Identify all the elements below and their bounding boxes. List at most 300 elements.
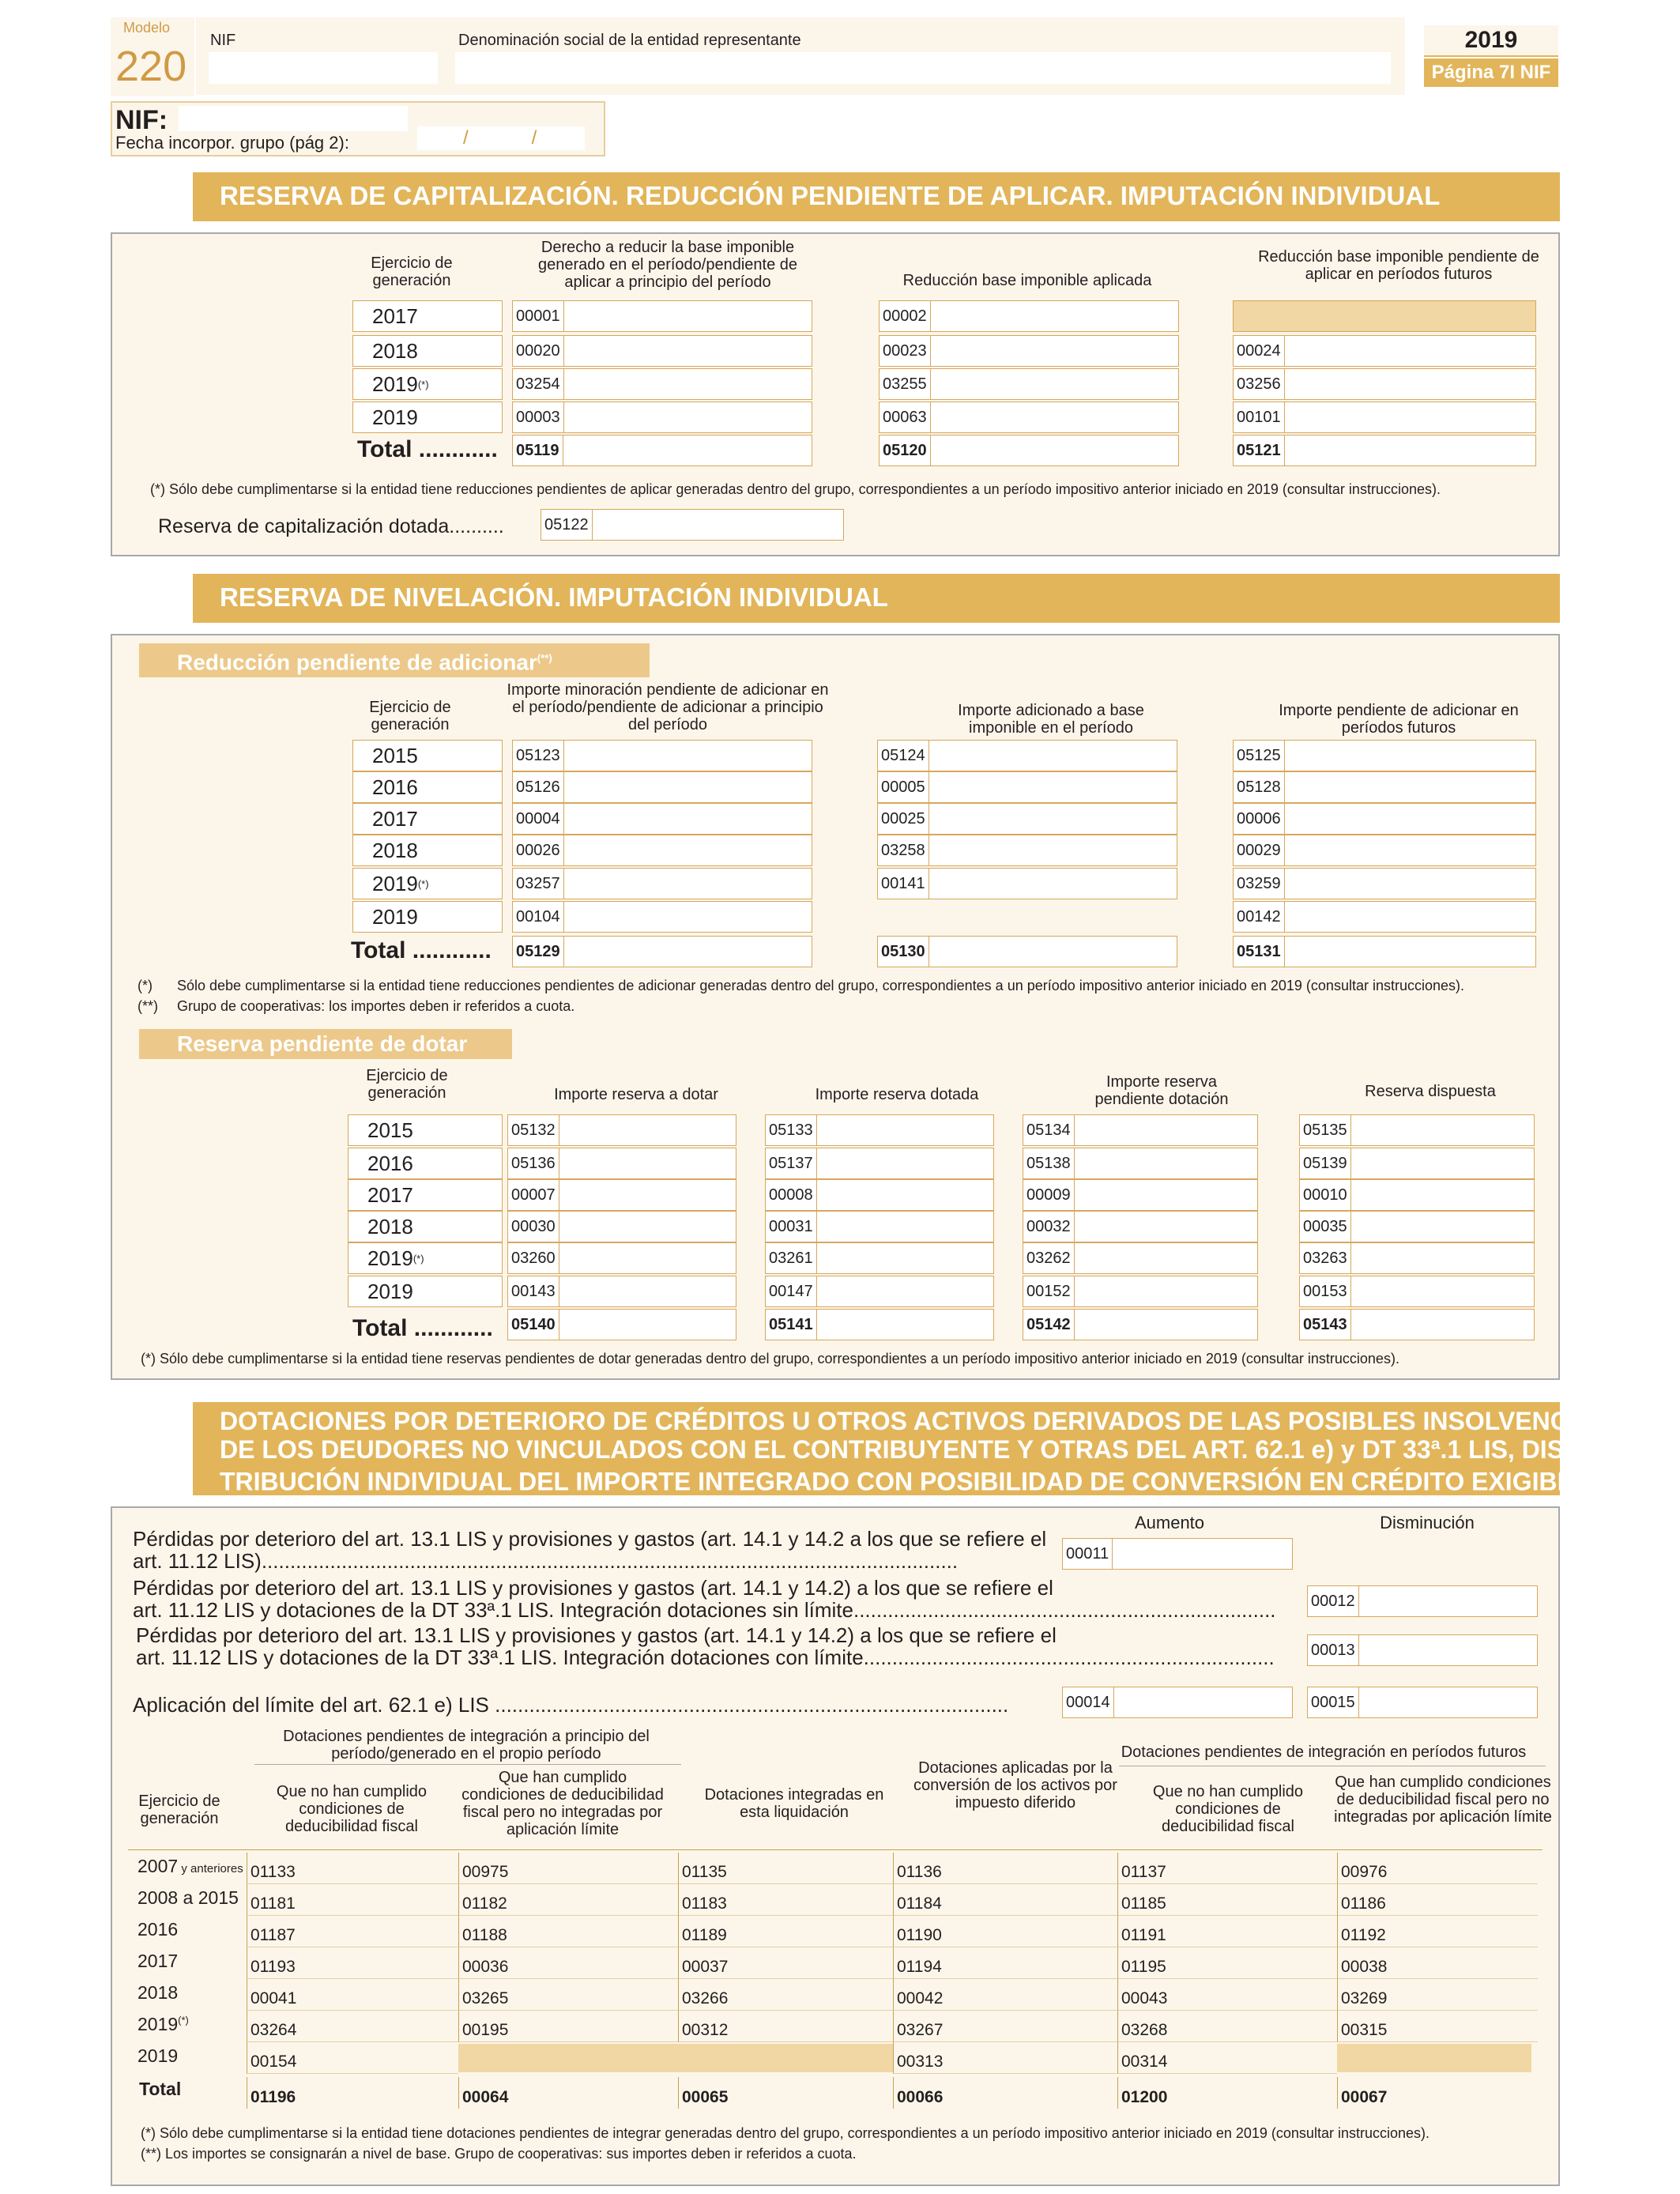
- field-code: 00147: [766, 1276, 817, 1306]
- input-field[interactable]: [1299, 1242, 1535, 1274]
- denominacion-input[interactable]: [455, 52, 1391, 84]
- field-code: 00011: [1063, 1539, 1113, 1569]
- s3-col2-label: Que han cumplido condiciones de deducibilidad fiscal pero no integradas por aplicación límite: [461, 1769, 664, 1838]
- grid-total-cell[interactable]: 00067: [1337, 2077, 1538, 2109]
- grid-cell[interactable]: 01135: [678, 1853, 893, 1884]
- input-field[interactable]: [507, 1148, 736, 1179]
- s3-grid-top-rule: [128, 1849, 1543, 1850]
- input-field[interactable]: [1233, 435, 1536, 466]
- field-code: 05135: [1300, 1115, 1351, 1145]
- year-cell: [352, 803, 503, 835]
- grid-cell[interactable]: 01191: [1117, 1916, 1337, 1947]
- year-cell: [348, 1148, 503, 1179]
- grid-cell[interactable]: 01181: [247, 1884, 458, 1916]
- grid-cell[interactable]: 00154: [247, 2042, 458, 2074]
- input-field[interactable]: [507, 1211, 736, 1242]
- year-star: (*): [417, 877, 429, 890]
- grid-cell[interactable]: 03266: [678, 1979, 893, 2011]
- field-code: 00008: [766, 1180, 817, 1210]
- s3-col3-label: Dotaciones integradas en esta liquidación: [704, 1786, 884, 1821]
- field-code: 05129: [513, 937, 564, 967]
- s2-sub1-title: Reducción pendiente de adicionar: [177, 650, 537, 675]
- grid-cell[interactable]: 01133: [247, 1853, 458, 1884]
- grid-cell[interactable]: 01185: [1117, 1884, 1337, 1916]
- grid-cell[interactable]: 01192: [1337, 1916, 1538, 1947]
- s2d-col3-label: Importe reserva pendiente dotación: [1094, 1073, 1229, 1108]
- field-code: 05138: [1023, 1148, 1075, 1178]
- year-label: 2017: [372, 303, 418, 328]
- year-cell: [352, 368, 503, 400]
- input-field[interactable]: [1299, 1179, 1535, 1211]
- input-field[interactable]: [507, 1179, 736, 1211]
- field-code: 00007: [508, 1180, 559, 1210]
- grid-cell[interactable]: 01136: [893, 1853, 1117, 1884]
- input-field[interactable]: [512, 803, 812, 835]
- grid-cell[interactable]: 03264: [247, 2011, 458, 2042]
- field-code: 00030: [508, 1212, 559, 1242]
- input-field[interactable]: [1299, 1211, 1535, 1242]
- year-label: 2019: [367, 1279, 413, 1303]
- field-code: 05137: [766, 1148, 817, 1178]
- nif-header-label: NIF: [210, 32, 236, 49]
- input-field[interactable]: [1023, 1276, 1258, 1307]
- input-field[interactable]: [512, 435, 812, 466]
- year-label: 2019: [372, 871, 418, 895]
- input-field[interactable]: [1023, 1179, 1258, 1211]
- input-field[interactable]: [507, 1114, 736, 1146]
- grid-cell[interactable]: 01193: [247, 1947, 458, 1979]
- field-code: 05140: [508, 1310, 559, 1340]
- field-code: 00026: [513, 835, 564, 865]
- input-field[interactable]: [1233, 335, 1536, 367]
- grid-cell[interactable]: 00036: [458, 1947, 678, 1979]
- page-label: Página 7I NIF: [1431, 62, 1551, 83]
- s2d-total-label: Total ............: [352, 1315, 493, 1341]
- input-field[interactable]: [879, 300, 1179, 332]
- grid-total-cell[interactable]: 00064: [458, 2077, 678, 2109]
- year-label: 2019: [372, 405, 418, 429]
- field-code: 00063: [880, 402, 931, 432]
- s3-field-00014[interactable]: [1062, 1687, 1293, 1718]
- field-code: 00001: [513, 301, 564, 331]
- year-label: 2015: [367, 1118, 413, 1142]
- input-field[interactable]: [877, 771, 1177, 803]
- input-field[interactable]: [1299, 1309, 1535, 1340]
- row-label: [137, 1887, 239, 1909]
- row-label: [137, 2014, 189, 2035]
- s3-field-00015[interactable]: [1307, 1687, 1538, 1718]
- field-code: 00023: [880, 336, 931, 366]
- field-code: 05121: [1234, 435, 1285, 466]
- grid-fill-cols-2-3: [458, 2044, 893, 2072]
- s3-line3b: art. 11.12 LIS y dotaciones de la DT 33ª.1 LIS. Integración dotaciones con límite........................................................................: [136, 1646, 1275, 1669]
- grid-cell[interactable]: 00042: [893, 1979, 1117, 2011]
- nif-header-input[interactable]: [209, 52, 438, 84]
- field-code: 03254: [513, 369, 564, 399]
- field-code: 00009: [1023, 1180, 1075, 1210]
- grid-cell[interactable]: 03265: [458, 1979, 678, 2011]
- field-code: 05134: [1023, 1115, 1075, 1145]
- s3-line4: Aplicación del límite del art. 62.1 e) LIS ..........................................................................................: [133, 1693, 1009, 1717]
- input-field[interactable]: [1233, 368, 1536, 400]
- input-field[interactable]: [512, 901, 812, 933]
- s2d-col2-label: Importe reserva dotada: [815, 1086, 979, 1103]
- year-cell: [352, 901, 503, 933]
- input-field[interactable]: [512, 740, 812, 771]
- field-code: 03260: [508, 1243, 559, 1273]
- s3-field-00013[interactable]: [1307, 1634, 1538, 1666]
- field-code: 00101: [1234, 402, 1285, 432]
- input-field[interactable]: [1299, 1148, 1535, 1179]
- input-field[interactable]: [512, 868, 812, 899]
- row-label: [137, 1951, 178, 1972]
- field-code: 00035: [1300, 1212, 1351, 1242]
- input-field[interactable]: [1233, 835, 1536, 866]
- field-code: 00152: [1023, 1276, 1075, 1306]
- field-code: 05119: [513, 435, 563, 466]
- s1-total-label: Total ............: [357, 436, 498, 462]
- field-code: 05125: [1234, 741, 1285, 771]
- year-label: 2018: [372, 338, 418, 363]
- s2-note2-mark: (**): [137, 998, 158, 1014]
- s3-aumento-label: Aumento: [1134, 1513, 1205, 1532]
- s3-group2-label: Dotaciones pendientes de integración en períodos futuros: [1121, 1744, 1527, 1761]
- fecha-separators: / /: [463, 127, 537, 149]
- grid-cell[interactable]: 01186: [1337, 1884, 1538, 1916]
- input-field[interactable]: [512, 335, 812, 367]
- row-year: 2008 a 2015: [137, 1887, 239, 1908]
- field-code: 05130: [878, 937, 929, 967]
- input-field[interactable]: [765, 1276, 994, 1307]
- field-code: 05123: [513, 741, 564, 771]
- total-row-label: Total: [139, 2079, 182, 2099]
- input-field[interactable]: [879, 435, 1179, 466]
- input-field[interactable]: [1023, 1242, 1258, 1274]
- field-code: 00003: [513, 402, 564, 432]
- s2-col2-label: Importe adicionado a base imponible en el período: [958, 702, 1144, 737]
- year-cell: [348, 1114, 503, 1146]
- input-field[interactable]: [877, 835, 1177, 866]
- field-code: 00029: [1234, 835, 1285, 865]
- field-code: 00015: [1308, 1687, 1359, 1717]
- s2-total-label: Total ............: [351, 937, 492, 963]
- grid-cell[interactable]: 01183: [678, 1884, 893, 1916]
- year-cell: [348, 1211, 503, 1242]
- field-code: 00153: [1300, 1276, 1351, 1306]
- s3-line2b: art. 11.12 LIS y dotaciones de la DT 33ª.1 LIS. Integración dotaciones sin límite..........................................................................: [133, 1598, 1276, 1622]
- year-cell: [352, 868, 503, 899]
- s3-col1-label: Que no han cumplido condiciones de deducibilidad fiscal: [276, 1783, 428, 1835]
- s2-sub2-title: Reserva pendiente de dotar: [177, 1031, 468, 1056]
- input-field[interactable]: [879, 401, 1179, 433]
- grid-cell[interactable]: 01137: [1117, 1853, 1337, 1884]
- year-label: 2019: [372, 371, 418, 396]
- s3-note2: (**) Los importes se consignarán a nivel de base. Grupo de cooperativas: sus importes deben ir referidos a cuota.: [141, 2146, 857, 2162]
- input-field[interactable]: [877, 868, 1177, 899]
- year-cell: [348, 1179, 503, 1211]
- row-year-suffix: y anteriores: [178, 1862, 243, 1875]
- year-cell: [352, 335, 503, 367]
- s1-dotada-field[interactable]: [541, 509, 844, 541]
- s2-sub1-band: [139, 643, 650, 677]
- field-code: 03263: [1300, 1243, 1351, 1273]
- input-field[interactable]: [1299, 1276, 1535, 1307]
- grid-cell[interactable]: 01189: [678, 1916, 893, 1947]
- field-code: 00025: [878, 804, 929, 834]
- row-star: (*): [178, 2014, 189, 2026]
- grid-cell[interactable]: 00312: [678, 2011, 893, 2042]
- section3-title-star: (**): [1589, 1472, 1605, 1483]
- grid-cell[interactable]: 00037: [678, 1947, 893, 1979]
- field-code: 05132: [508, 1115, 559, 1145]
- input-field[interactable]: [1233, 868, 1536, 899]
- year-cell: [348, 1276, 503, 1307]
- field-code: 00004: [513, 804, 564, 834]
- s1-col2-label: Reducción base imponible aplicada: [902, 272, 1152, 289]
- grid-cell[interactable]: 00976: [1337, 1853, 1538, 1884]
- field-code: 00010: [1300, 1180, 1351, 1210]
- row-label: [137, 2045, 178, 2067]
- field-code: 00006: [1234, 804, 1285, 834]
- grid-cell[interactable]: 01184: [893, 1884, 1117, 1916]
- input-field[interactable]: [1233, 401, 1536, 433]
- year-cell: [352, 401, 503, 433]
- section3-title-l3: [220, 1464, 1604, 1496]
- field-code: 00032: [1023, 1212, 1075, 1242]
- field-code: 00013: [1308, 1635, 1359, 1665]
- input-field[interactable]: [877, 803, 1177, 835]
- field-code: 05126: [513, 772, 564, 802]
- input-field[interactable]: [765, 1148, 994, 1179]
- field-code: 05136: [508, 1148, 559, 1178]
- fecha-label: Fecha incorpor. grupo (pág 2):: [115, 133, 349, 153]
- s2d-note: (*) Sólo debe cumplimentarse si la entidad tiene reservas pendientes de dotar generadas dentro del grupo, correspondientes a un período impositivo anterior iniciado en 2019 (consultar instrucciones).: [141, 1351, 1399, 1367]
- grid-cell[interactable]: 01188: [458, 1916, 678, 1947]
- grid-cell[interactable]: 01190: [893, 1916, 1117, 1947]
- nif-block-label: NIF:: [115, 105, 168, 135]
- s3-line1b: art. 11.12 LIS)..........................................................................................................................: [133, 1549, 959, 1573]
- s3-line2a: Pérdidas por deterioro del art. 13.1 LIS y provisiones y gastos (art. 14.1 y 14.2) a los que se refiere el: [133, 1576, 1053, 1600]
- grid-cell[interactable]: 03267: [893, 2011, 1117, 2042]
- field-code: 00142: [1234, 902, 1285, 932]
- input-field[interactable]: [512, 936, 812, 967]
- field-code: 03255: [880, 369, 931, 399]
- s2d-col4-label: Reserva dispuesta: [1365, 1083, 1496, 1100]
- grid-cell[interactable]: 00041: [247, 1979, 458, 2011]
- s2-note2: Grupo de cooperativas: los importes deben ir referidos a cuota.: [177, 998, 575, 1014]
- input-field[interactable]: [507, 1309, 736, 1340]
- input-field[interactable]: [1023, 1114, 1258, 1146]
- s2-sub1-star: (**): [537, 652, 552, 664]
- row-label: [137, 1919, 178, 1940]
- s2-note1: Sólo debe cumplimentarse si la entidad tiene reducciones pendientes de adicionar generadas dentro del grupo, correspondientes a un período impositivo anterior iniciado en 2019 (consultar instrucciones).: [177, 978, 1464, 993]
- year-label: 2015: [372, 743, 418, 767]
- section1-title: RESERVA DE CAPITALIZACIÓN. REDUCCIÓN PENDIENTE DE APLICAR. IMPUTACIÓN INDIVIDUAL: [220, 181, 1441, 210]
- field-code: 05141: [766, 1310, 817, 1340]
- s3-field-00012[interactable]: [1307, 1585, 1538, 1617]
- input-field[interactable]: [512, 368, 812, 400]
- input-field[interactable]: [507, 1242, 736, 1274]
- field-code: 00143: [508, 1276, 559, 1306]
- year-cell: [352, 771, 503, 803]
- grid-cell[interactable]: 00315: [1337, 2011, 1538, 2042]
- input-field[interactable]: [512, 300, 812, 332]
- year-cell: [352, 300, 503, 332]
- field-code: 05124: [878, 741, 929, 771]
- s1-col-year-label: Ejercicio de generación: [371, 254, 453, 289]
- section3-title-l2: DE LOS DEUDORES NO VINCULADOS CON EL CONTRIBUYENTE Y OTRAS DEL ART. 62.1 e) y DT 33ª.1 LIS, DIS-: [220, 1435, 1573, 1464]
- grid-cell[interactable]: 01182: [458, 1884, 678, 1916]
- year-label: 2018: [367, 1214, 413, 1238]
- s3-col4-label: Dotaciones aplicadas por la conversión de los activos por impuesto diferido: [913, 1759, 1117, 1811]
- s2d-col1-label: Importe reserva a dotar: [554, 1086, 718, 1103]
- field-code: 00012: [1308, 1586, 1359, 1616]
- row-year: 2007: [137, 1856, 179, 1876]
- input-field[interactable]: [765, 1309, 994, 1340]
- grid-cell[interactable]: 00975: [458, 1853, 678, 1884]
- s3-disminucion-label: Disminución: [1380, 1513, 1475, 1532]
- input-field[interactable]: [1233, 300, 1536, 332]
- section2-title: RESERVA DE NIVELACIÓN. IMPUTACIÓN INDIVIDUAL: [220, 582, 888, 612]
- field-code: 03256: [1234, 369, 1285, 399]
- s1-col3-label: Reducción base imponible pendiente de aplicar en períodos futuros: [1258, 248, 1539, 283]
- grid-cell[interactable]: 00195: [458, 2011, 678, 2042]
- s1-dotada-label: Reserva de capitalización dotada..........: [158, 515, 504, 537]
- s2-col3-label: Importe pendiente de adicionar en períodos futuros: [1279, 702, 1519, 737]
- field-code: 03259: [1234, 869, 1285, 899]
- s3-group1-label: Dotaciones pendientes de integración a principio del período/generado en el propio período: [283, 1728, 650, 1762]
- s3-field-00011[interactable]: [1062, 1538, 1293, 1570]
- field-code: 03257: [513, 869, 564, 899]
- grid-fill-col-6: [1337, 2044, 1531, 2072]
- s3-col5-label: Que no han cumplido condiciones de deducibilidad fiscal: [1152, 1783, 1304, 1835]
- grid-total-cell[interactable]: 00066: [893, 2077, 1117, 2109]
- field-code: 00024: [1234, 336, 1285, 366]
- input-field[interactable]: [1023, 1148, 1258, 1179]
- input-field[interactable]: [1233, 936, 1536, 967]
- input-field[interactable]: [877, 740, 1177, 771]
- grid-cell[interactable]: 00313: [893, 2042, 1117, 2074]
- field-code: 05122: [541, 510, 593, 540]
- grid-cell[interactable]: 00038: [1337, 1947, 1538, 1979]
- input-field[interactable]: [512, 835, 812, 866]
- year-star: (*): [412, 1252, 424, 1265]
- input-field[interactable]: [1233, 803, 1536, 835]
- row-year: 2016: [137, 1919, 179, 1940]
- year-label: 2016: [367, 1151, 413, 1175]
- field-code: 03258: [878, 835, 929, 865]
- field-code: 00031: [766, 1212, 817, 1242]
- section3-title-l1: DOTACIONES POR DETERIORO DE CRÉDITOS U OTROS ACTIVOS DERIVADOS DE LAS POSIBLES INSOLVENCIAS: [220, 1407, 1611, 1435]
- input-field[interactable]: [512, 401, 812, 433]
- grid-cell[interactable]: 00314: [1117, 2042, 1337, 2074]
- input-field[interactable]: [879, 335, 1179, 367]
- s3-col6-label: Que han cumplido condiciones de deducibilidad fiscal pero no integradas por aplicación límite: [1334, 1774, 1552, 1826]
- field-code: 05142: [1023, 1310, 1075, 1340]
- field-code: 00141: [878, 869, 929, 899]
- grid-total-cell[interactable]: 01196: [247, 2077, 458, 2109]
- s2-sub2-band: [139, 1029, 512, 1059]
- field-code: 00020: [513, 336, 564, 366]
- modelo-number: 220: [115, 43, 187, 90]
- field-code: 05143: [1300, 1310, 1351, 1340]
- input-field[interactable]: [877, 936, 1177, 967]
- field-code: 05131: [1234, 937, 1285, 967]
- grid-cell[interactable]: 01187: [247, 1916, 458, 1947]
- row-year: 2019: [137, 2014, 179, 2034]
- denominacion-label: Denominación social de la entidad representante: [458, 32, 801, 49]
- input-field[interactable]: [1233, 901, 1536, 933]
- grid-cell[interactable]: 01195: [1117, 1947, 1337, 1979]
- input-field[interactable]: [765, 1211, 994, 1242]
- field-code: 03261: [766, 1243, 817, 1273]
- year-label: 2018: [372, 838, 418, 862]
- year-label: 2019: [1464, 27, 1518, 53]
- row-year: 2018: [137, 1982, 179, 2003]
- year-cell: [352, 740, 503, 771]
- input-field[interactable]: [1299, 1114, 1535, 1146]
- section3-title-l3-text: TRIBUCIÓN INDIVIDUAL DEL IMPORTE INTEGRADO CON POSIBILIDAD DE CONVERSIÓN EN CRÉDITO EXIGIBLE: [220, 1467, 1590, 1496]
- nif-block-input[interactable]: [179, 106, 408, 131]
- row-year: 2017: [137, 1951, 179, 1971]
- input-field[interactable]: [765, 1242, 994, 1274]
- input-field[interactable]: [765, 1114, 994, 1146]
- field-code: 00104: [513, 902, 564, 932]
- s1-note: (*) Sólo debe cumplimentarse si la entidad tiene reducciones pendientes de aplicar generadas dentro del grupo, correspondientes a un período impositivo anterior iniciado en 2019 (consultar instrucciones).: [150, 481, 1441, 497]
- year-cell: [352, 835, 503, 866]
- input-field[interactable]: [879, 368, 1179, 400]
- grid-total-cell[interactable]: 00065: [678, 2077, 893, 2109]
- s3-group1-rule: [254, 1764, 681, 1765]
- s2-col1-label: Importe minoración pendiente de adicionar en el período/pendiente de adicionar a principio del período: [507, 681, 829, 733]
- field-code: 00005: [878, 772, 929, 802]
- modelo-label: Modelo: [123, 20, 171, 36]
- input-field[interactable]: [512, 771, 812, 803]
- grid-cell[interactable]: 01194: [893, 1947, 1117, 1979]
- year-label: 2017: [367, 1182, 413, 1207]
- year-label: 2017: [372, 806, 418, 831]
- s2-col-year-label: Ejercicio de generación: [369, 699, 451, 733]
- s3-line1a: Pérdidas por deterioro del art. 13.1 LIS y provisiones y gastos (art. 14.1 y 14.2 a los que se refiere el: [133, 1527, 1047, 1551]
- s1-col1-label: Derecho a reducir la base imponible generado en el período/pendiente de aplicar a principio del período: [537, 239, 798, 291]
- field-code: 05139: [1300, 1148, 1351, 1178]
- input-field[interactable]: [765, 1179, 994, 1211]
- field-code: 05120: [880, 435, 931, 466]
- s3-note1: (*) Sólo debe cumplimentarse si la entidad tiene dotaciones pendientes de integrar generadas dentro del grupo, correspondientes a un período impositivo anterior iniciado en 2019 (consultar instrucciones).: [141, 2125, 1430, 2141]
- field-code: 05128: [1234, 772, 1285, 802]
- grid-cell[interactable]: 03269: [1337, 1979, 1538, 2011]
- input-field[interactable]: [1023, 1211, 1258, 1242]
- year-label: 2019: [367, 1246, 413, 1270]
- field-code: 00014: [1063, 1687, 1114, 1717]
- grid-total-cell[interactable]: 01200: [1117, 2077, 1337, 2109]
- year-label: 2016: [372, 775, 418, 799]
- row-year: 2019: [137, 2045, 179, 2066]
- s3-line3a: Pérdidas por deterioro del art. 13.1 LIS y provisiones y gastos (art. 14.1 y 14.2) a los que se refiere el: [136, 1623, 1057, 1647]
- grid-cell[interactable]: 03268: [1117, 2011, 1337, 2042]
- year-cell: [348, 1242, 503, 1274]
- s2d-col-year-label: Ejercicio de generación: [366, 1067, 448, 1102]
- input-field[interactable]: [1233, 771, 1536, 803]
- grid-cell[interactable]: 00043: [1117, 1979, 1337, 2011]
- field-code: 03262: [1023, 1243, 1075, 1273]
- input-field[interactable]: [1023, 1309, 1258, 1340]
- input-field[interactable]: [507, 1276, 736, 1307]
- year-star: (*): [417, 378, 429, 390]
- s3-col-year-label: Ejercicio de generación: [138, 1793, 220, 1827]
- input-field[interactable]: [1233, 740, 1536, 771]
- s2-note1-mark: (*): [137, 978, 153, 993]
